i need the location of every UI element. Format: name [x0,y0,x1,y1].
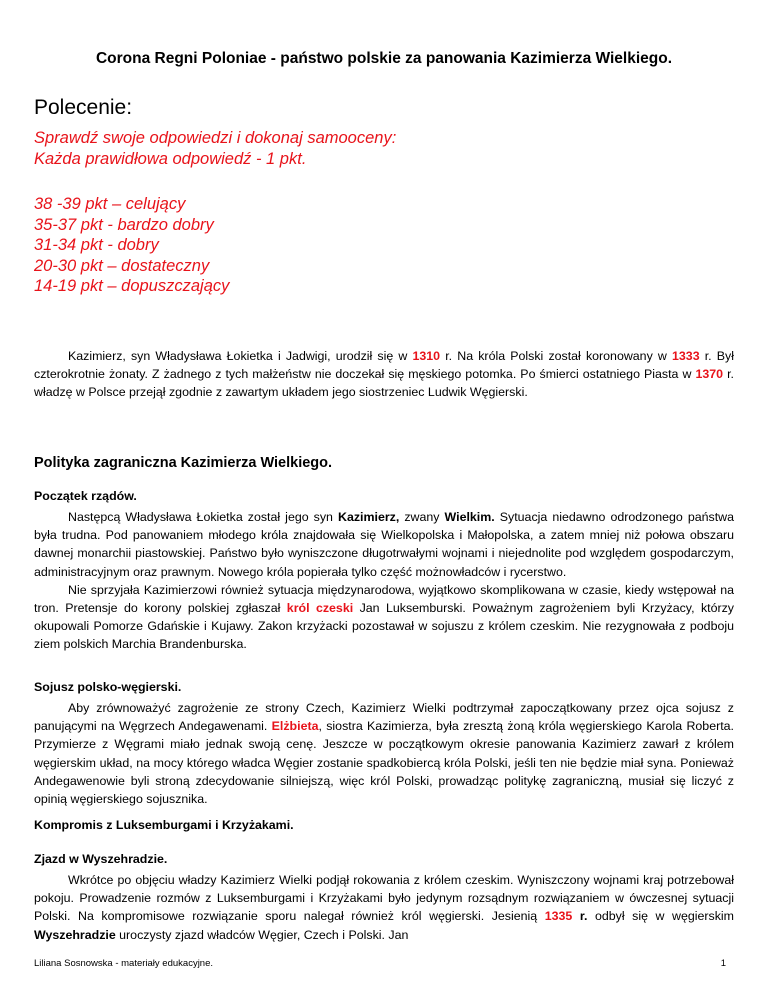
answer-1335: 1335 [544,909,573,924]
document-title: Corona Regni Poloniae - państwo polskie za panowania Kazimierza Wielkiego. [95,50,673,67]
answer-krol-czeski: król czeski [286,601,354,616]
answer-1370: 1370 [695,367,724,382]
subheading-kompromis: Kompromis z Luksemburgami i Krzyżakami. [34,818,294,832]
instruction-line: Sprawdź swoje odpowiedzi i dokonaj samooceny: [34,129,397,147]
subheading-zjazd: Zjazd w Wyszehradzie. [34,852,168,866]
intro-paragraph: Kazimierz, syn Władysława Łokietka i Jadwigi, urodził się w 1310 r. Na króla Polski został koronowany w 1333 r. Był czterokrotnie żonaty. Z żadnego z tych małżeństw nie doczekał się męskiego potomka. Po śmierci ostatniego Piasta w 1370 r. władzę w Polsce przejął zgodnie z zawartym układem jego siostrzeniec Ludwik Węgierski. [34,349,734,400]
grade-line: 31-34 pkt - dobry [34,236,159,254]
sojusz-paragraph: Aby zrównoważyć zagrożenie ze strony Czech, Kazimierz Wielki podtrzymał zapoczątkowany przez ojca sojusz z panującymi na Węgrzech Andegawenami. Elżbieta, siostra Kazimierza, była zresztą żoną króla węgierskiego Karola Roberta. Przymierze z Węgrami miało jednak swoją cenę. Jeszcze w początkowym okresie panowania Kazimierz zawarł z królem węgierskim układ, na mocy którego władca Węgier zostanie spadkobiercą króla Polski, jeśli ten nie będzie miał syna. Ponieważ Andegawenowie byli stroną zdecydowanie silniejszą, więc król Polski, prowadząc politykę zagraniczną, musiał się liczyć z opinią węgierskiego sojusznika. [34,701,734,807]
subheading-sojusz: Sojusz polsko-węgierski. [34,680,182,694]
grade-line: 35-37 pkt - bardzo dobry [34,215,214,234]
grade-line: 14-19 pkt – dopuszczający [34,277,230,295]
instruction-line: Każda prawidłowa odpowiedź - 1 pkt. [34,150,307,168]
answer-1333: 1333 [672,349,700,363]
subheading-poczatek: Początek rządów. [34,489,137,503]
poczatek-paragraphs: Następcą Władysława Łokietka został jego syn Kazimierz, zwany Wielkim. Sytuacja niedawno odrodzonego państwa była trudna. Pod panowaniem młodego króla znajdowała się Wielkopolska i Małopolska, a zatem mniej niż połowa obszaru dawnej monarchii piastowskiej. Państwo było wyniszczone długotrwałymi wojnami i niejednolite pod względem gospodarczym, administracyjnym oraz prawnym. Nowego króla popierała tylko część możnowładców i rycerstwo. Nie sprzyjała Kazimierzowi również sytuacja międzynarodowa, wyjątkowo skomplikowana w czasie, kiedy wstępował na tron. Pretensje do korony polskiej zgłaszał król czeski Jan Luksemburski. Poważnym zagrożeniem byli Krzyżacy, którzy okupowali Pomorze Gdańskie i Kujawy. Zakon krzyżacki pozostawał w sojuszu z królem czeskim. Nie rezygnowała z podboju ziem polskich Marchia Brandenburska. [34,510,734,652]
grade-line: 20-30 pkt – dostateczny [34,256,210,275]
answer-1310: 1310 [412,349,441,363]
grading-scale [34,194,229,297]
grade-line: 38 -39 pkt – celujący [34,195,186,213]
polecenie-heading: Polecenie: [34,96,133,119]
footer-author: Liliana Sosnowska - materiały edukacyjne. [34,958,214,969]
polecenie-instructions [34,128,396,170]
page-footer [34,958,734,969]
section-heading: Polityka zagraniczna Kazimierza Wielkiego. [34,455,333,471]
page-number: 1 [720,958,726,969]
zjazd-paragraph: Wkrótce po objęciu władzy Kazimierz Wielki podjął rokowania z królem czeskim. Wyniszczony wojnami kraj potrzebował pokoju. Prowadzenie rozmów z Luksemburgami i Krzyżakami było jedynym rozsądnym rozwiązaniem w ówczesnej sytuacji Polski. Na kompromisowe rozwiązanie sporu nalegał również król węgierski. Jesienią 1335 r. odbył się w węgierskim Wyszehradzie uroczysty zjazd władców Węgier, Czech i Polski. Jan [34,873,734,942]
answer-elzbieta: Elżbieta [271,719,319,734]
